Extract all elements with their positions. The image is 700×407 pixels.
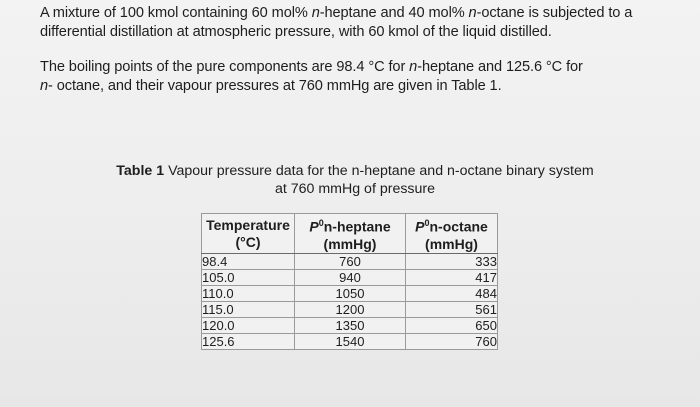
p2-text-a: The boiling points of the pure components are 98.4 °C for bbox=[40, 59, 410, 75]
header-heptane-p: P bbox=[309, 218, 319, 235]
cell-temperature: 115.0 bbox=[202, 301, 295, 317]
header-octane-sup: 0 bbox=[424, 218, 430, 228]
cell-octane: 650 bbox=[406, 317, 498, 333]
p1-italic-n-a: n bbox=[311, 5, 320, 21]
header-octane-p: P bbox=[415, 218, 425, 235]
cell-octane: 417 bbox=[406, 269, 498, 285]
table-row bbox=[202, 269, 498, 285]
cell-temperature: 120.0 bbox=[202, 317, 295, 333]
table-row bbox=[202, 301, 498, 317]
p2-text-c: - octane, and their vapour pressures at 760 mmHg are given in Table 1. bbox=[48, 78, 502, 94]
p2-italic-n-a: n bbox=[409, 59, 418, 75]
header-heptane-sup: 0 bbox=[318, 218, 324, 228]
table-caption-line2: at 760 mmHg of pressure bbox=[274, 181, 436, 197]
cell-octane: 333 bbox=[406, 253, 498, 269]
p2-text-b: -heptane and 125.6 °C for bbox=[417, 59, 583, 75]
vapour-pressure-table bbox=[201, 213, 498, 350]
header-temperature bbox=[202, 214, 295, 254]
cell-octane: 561 bbox=[406, 301, 498, 317]
p1-italic-n-b: n bbox=[468, 5, 477, 21]
header-temperature-unit: (°C) bbox=[235, 233, 261, 250]
p2-italic-n-b: n bbox=[40, 78, 49, 94]
cell-temperature: 98.4 bbox=[202, 253, 295, 269]
cell-temperature: 125.6 bbox=[202, 333, 295, 349]
table-row bbox=[202, 317, 498, 333]
cell-temperature: 105.0 bbox=[202, 269, 295, 285]
table-caption bbox=[100, 162, 610, 198]
header-heptane bbox=[295, 214, 406, 254]
cell-octane: 484 bbox=[406, 285, 498, 301]
table-row bbox=[202, 253, 498, 269]
header-heptane-unit: (mmHg) bbox=[323, 235, 377, 252]
p1-text-b: -heptane and 40 mol% bbox=[319, 5, 469, 21]
problem-paragraph-1 bbox=[40, 4, 680, 42]
table-caption-label: Table 1 bbox=[116, 163, 165, 179]
problem-paragraph-2 bbox=[40, 58, 660, 96]
cell-heptane: 760 bbox=[295, 253, 406, 269]
table-caption-text: Vapour pressure data for the n-heptane and n-octane binary system bbox=[164, 163, 594, 179]
header-octane-name: n-octane bbox=[429, 218, 488, 235]
header-heptane-name: n-heptane bbox=[323, 218, 391, 235]
cell-heptane: 1200 bbox=[295, 301, 406, 317]
cell-heptane: 1050 bbox=[295, 285, 406, 301]
cell-octane: 760 bbox=[406, 333, 498, 349]
p1-text-a: A mixture of 100 kmol containing 60 mol% bbox=[40, 5, 312, 21]
header-octane-unit: (mmHg) bbox=[425, 235, 478, 252]
p1-text-c: -octane is subjected to a differential distillation at atmospheric pressure, with 60 kmol of the liquid distilled. bbox=[40, 5, 633, 40]
table-row bbox=[202, 333, 498, 349]
cell-heptane: 940 bbox=[295, 269, 406, 285]
header-temperature-label: Temperature bbox=[206, 216, 290, 233]
header-octane bbox=[406, 214, 498, 254]
cell-heptane: 1540 bbox=[295, 333, 406, 349]
cell-heptane: 1350 bbox=[295, 317, 406, 333]
table-row bbox=[202, 285, 498, 301]
table-header-row bbox=[202, 214, 498, 254]
cell-temperature: 110.0 bbox=[202, 285, 295, 301]
